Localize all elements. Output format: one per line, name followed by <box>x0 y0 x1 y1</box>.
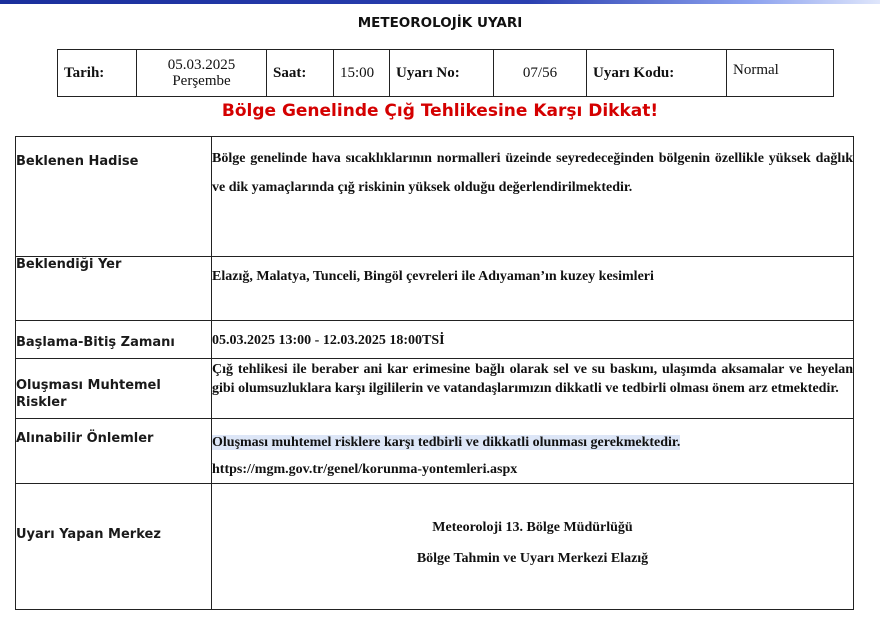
warning-code-value: Normal <box>727 50 834 97</box>
precautions-cell <box>212 419 854 484</box>
row-risks <box>16 359 854 419</box>
expected-place-text: Elazığ, Malatya, Tunceli, Bingöl çevreleri ile Adıyaman’ın kuzey kesimleri <box>212 257 854 321</box>
time-range-label: Başlama-Bitiş Zamanı <box>16 321 212 359</box>
date-label: Tarih: <box>58 50 137 97</box>
row-issuer <box>16 484 854 610</box>
day-value: Perşembe <box>172 73 231 89</box>
time-value: 15:00 <box>334 50 390 97</box>
time-range-text: 05.03.2025 13:00 - 12.03.2025 18:00TSİ <box>212 321 854 359</box>
expected-event-text: Bölge genelinde hava sıcaklıklarının normalleri üzeinde seyredeceğinden bölgenin özellikle yüksek dağlık ve dik yamaçlarında çığ riskinin yüksek olduğu değerlendirilmektedir. <box>212 137 854 257</box>
date-value: 05.03.2025 <box>167 57 236 73</box>
date-cell <box>137 50 267 97</box>
row-expected-place <box>16 257 854 321</box>
row-time-range <box>16 321 854 359</box>
risks-label: Oluşması Muhtemel Riskler <box>16 359 212 419</box>
warning-headline: Bölge Genelinde Çığ Tehlikesine Karşı Dikkat! <box>221 101 659 121</box>
warning-details-table <box>15 136 854 610</box>
precautions-text: Oluşması muhtemel risklere karşı tedbirli ve dikkatli olunması gerekmektedir. <box>212 435 681 450</box>
precautions-link[interactable]: https://mgm.gov.tr/genel/korunma-yontemleri.aspx <box>212 462 518 477</box>
issuer-label: Uyarı Yapan Merkez <box>16 484 212 610</box>
precautions-label: Alınabilir Önlemler <box>16 419 212 484</box>
warning-code-label: Uyarı Kodu: <box>587 50 727 97</box>
warning-no-value: 07/56 <box>494 50 587 97</box>
document-title: METEOROLOJİK UYARI <box>357 15 523 31</box>
warning-meta-table <box>57 49 834 97</box>
row-expected-event <box>16 137 854 257</box>
expected-place-label: Beklendiği Yer <box>16 257 212 321</box>
issuer-line-2: Bölge Tahmin ve Uyarı Merkezi Elazığ <box>416 551 649 566</box>
issuer-line-1: Meteoroloji 13. Bölge Müdürlüğü <box>432 520 633 535</box>
top-accent-bar <box>0 0 880 4</box>
time-label: Saat: <box>267 50 334 97</box>
risks-text: Çığ tehlikesi ile beraber ani kar erimesine bağlı olarak sel ve su baskını, ulaşımda aksamalar ve heyelan gibi olumsuzluklara karşı ilgililerin ve vatandaşlarımızın dikkatli ve tedbirli olması önem arz etmektedir. <box>212 359 854 419</box>
row-precautions <box>16 419 854 484</box>
issuer-cell <box>212 484 854 610</box>
expected-event-label: Beklenen Hadise <box>16 137 212 257</box>
warning-no-label: Uyarı No: <box>390 50 494 97</box>
